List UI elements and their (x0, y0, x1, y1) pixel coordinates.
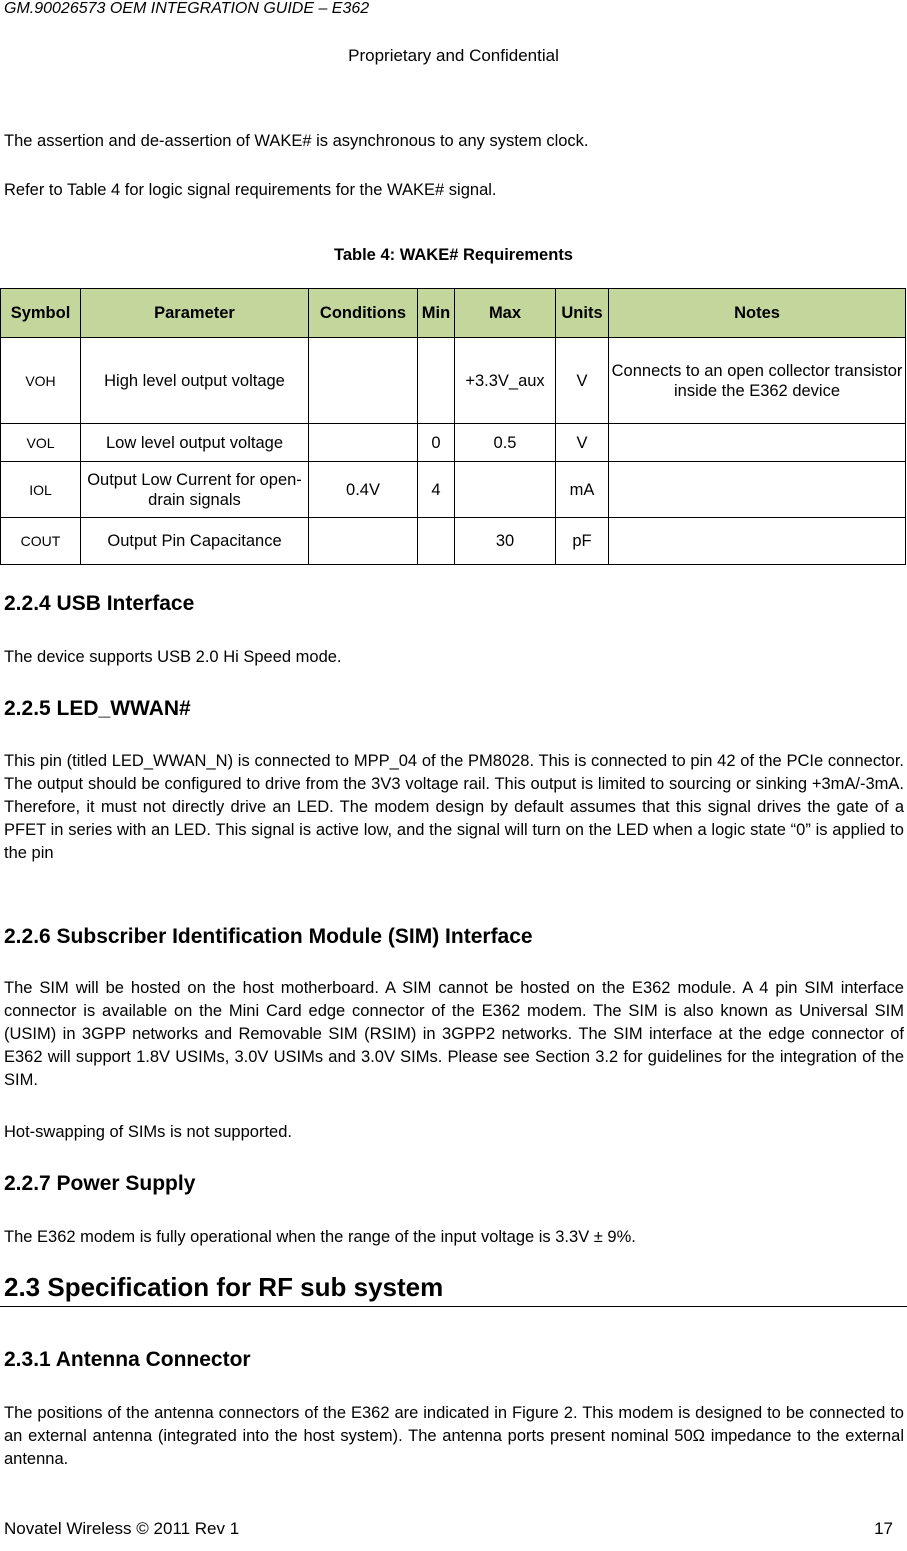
section-2-2-5-paragraph: This pin (titled LED_WWAN_N) is connected to MPP_04 of the PM8028. This is connected to pin 42 of the PCIe connector. The output should be configured to drive from the 3V3 voltage rail. This output is limited to sourcing or sinking +3mA/-3mA. Therefore, it must not directly drive an LED. The modem design by default assumes that this signal drives the gate of a PFET in series with an LED. This signal is active low, and the signal will turn on the LED when a logic state “0” is applied to the pin (4, 752, 904, 862)
header-max: Max (455, 289, 556, 338)
cell-notes: Connects to an open collector transistor inside the E362 device (609, 338, 906, 424)
cell-symbol: VOL (1, 424, 81, 462)
cell-max (455, 462, 556, 518)
cell-max: 30 (455, 518, 556, 565)
cell-conditions: 0.4V (309, 462, 418, 518)
cell-min: 4 (418, 462, 455, 518)
cell-parameter: High level output voltage (81, 338, 309, 424)
table-row (1, 424, 906, 462)
page-number: 17 (874, 1519, 893, 1538)
section-2-3-1-paragraph: The positions of the antenna connectors of the E362 are indicated in Figure 2. This modem is designed to be connected to an external antenna (integrated into the host system). The antenna ports present nominal 50Ω impedance to the external antenna. (4, 1404, 904, 1468)
section-2-2-7-title: 2.2.7 Power Supply (4, 1172, 196, 1195)
cell-conditions (309, 338, 418, 424)
cell-max: +3.3V_aux (455, 338, 556, 424)
cell-conditions (309, 518, 418, 565)
section-2-2-7-paragraph: The E362 modem is fully operational when the range of the input voltage is 3.3V ± 9%. (4, 1228, 636, 1246)
section-2-2-5-title: 2.2.5 LED_WWAN# (4, 697, 191, 720)
cell-units: mA (556, 462, 609, 518)
table-row (1, 518, 906, 565)
cell-parameter: Output Low Current for open-drain signals (81, 462, 309, 518)
cell-parameter: Low level output voltage (81, 424, 309, 462)
header-conditions: Conditions (309, 289, 418, 338)
section-2-3-1-title: 2.3.1 Antenna Connector (4, 1348, 251, 1371)
cell-min (418, 338, 455, 424)
section-2-2-4-title: 2.2.4 USB Interface (4, 592, 195, 615)
cell-units: pF (556, 518, 609, 565)
table-row (1, 462, 906, 518)
cell-notes (609, 424, 906, 462)
document-id-header: GM.90026573 OEM INTEGRATION GUIDE – E362 (4, 0, 370, 17)
intro-paragraph-2: Refer to Table 4 for logic signal requirements for the WAKE# signal. (4, 181, 497, 199)
section-2-2-4-paragraph: The device supports USB 2.0 Hi Speed mode. (4, 648, 342, 666)
intro-paragraph-1: The assertion and de-assertion of WAKE# is asynchronous to any system clock. (4, 132, 589, 150)
cell-min: 0 (418, 424, 455, 462)
cell-units: V (556, 338, 609, 424)
header-notes: Notes (609, 289, 906, 338)
confidential-header: Proprietary and Confidential (348, 46, 559, 65)
header-units: Units (556, 289, 609, 338)
cell-parameter: Output Pin Capacitance (81, 518, 309, 565)
section-2-2-6-paragraph-2: Hot-swapping of SIMs is not supported. (4, 1123, 292, 1141)
wake-requirements-table (0, 288, 906, 565)
cell-symbol: VOH (1, 338, 81, 424)
cell-min (418, 518, 455, 565)
header-symbol: Symbol (1, 289, 81, 338)
footer-copyright: Novatel Wireless © 2011 Rev 1 (4, 1519, 240, 1538)
header-parameter: Parameter (81, 289, 309, 338)
table-caption: Table 4: WAKE# Requirements (333, 246, 573, 264)
section-2-2-6-paragraph-1: The SIM will be hosted on the host motherboard. A SIM cannot be hosted on the E362 module. A 4 pin SIM interface connector is available on the Mini Card edge connector of the E362 modem. The SIM is also known as Universal SIM (USIM) in 3GPP networks and Removable SIM (RSIM) in 3GPP2 networks. The SIM interface at the edge connector of E362 will support 1.8V USIMs, 3.0V USIMs and 3.0V SIMs. Please see Section 3.2 for guidelines for the integration of the SIM. (4, 979, 904, 1089)
cell-conditions (309, 424, 418, 462)
cell-max: 0.5 (455, 424, 556, 462)
section-2-2-6-title: 2.2.6 Subscriber Identification Module (SIM) Interface (4, 925, 533, 948)
table-header-row (1, 289, 906, 338)
cell-units: V (556, 424, 609, 462)
cell-symbol: COUT (1, 518, 81, 565)
cell-notes (609, 518, 906, 565)
header-min: Min (418, 289, 455, 338)
cell-symbol: IOL (1, 462, 81, 518)
table-row (1, 338, 906, 424)
cell-notes (609, 462, 906, 518)
section-2-3-title: 2.3 Specification for RF sub system (4, 1272, 444, 1302)
section-divider (0, 1306, 907, 1307)
